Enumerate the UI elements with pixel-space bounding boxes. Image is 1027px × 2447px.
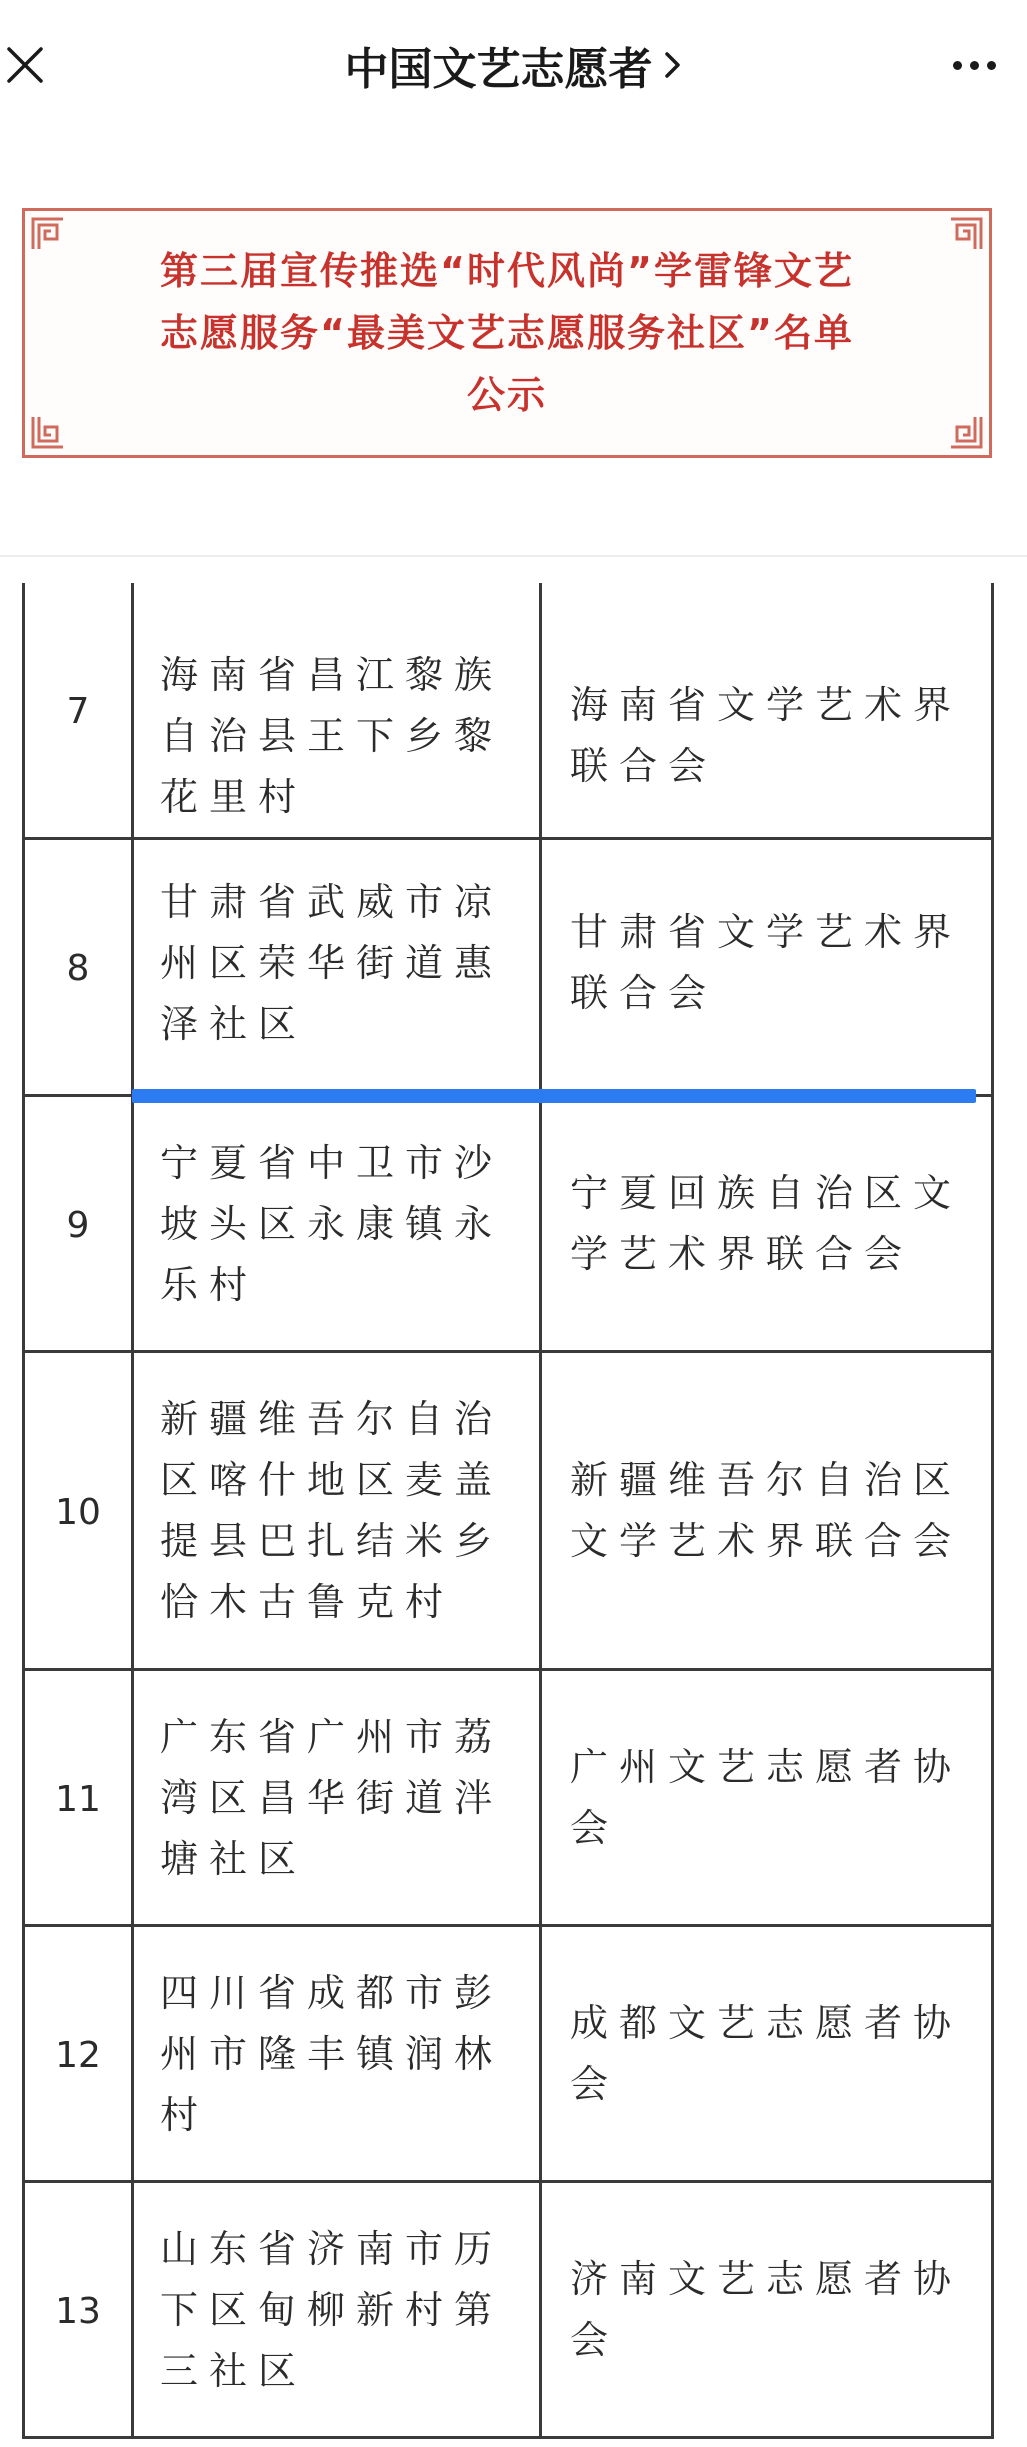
community-name: 甘肃省武威市凉州区荣华街道惠泽社区 [160,880,504,1046]
recommending-org: 济南文艺志愿者协会 [570,2257,963,2362]
banner-title [25,211,989,455]
chevron-right-icon [663,50,683,80]
row-number: 10 [22,1353,134,1671]
table-row [22,1353,994,1671]
recommending-org: 广州文艺志愿者协会 [570,1745,963,1850]
community-name: 海南省昌江黎族自治县王下乡黎花里村 [160,653,504,819]
row-separator [22,2436,994,2439]
table-row [22,2183,994,2439]
highlight-underline [132,1089,976,1103]
recommending-org: 成都文艺志愿者协会 [570,2001,963,2106]
table-row [22,1097,994,1353]
banner-title-line: 公示 [466,373,547,417]
community-name: 宁夏省中卫市沙坡头区永康镇永乐村 [160,1141,504,1307]
section-divider [0,555,1027,557]
banner-title-line: 第三届宣传推选“时代风尚”学雷锋文艺 [160,249,854,293]
row-number: 8 [22,840,134,1097]
community-name: 四川省成都市彭州市隆丰镇润林村 [160,1971,504,2137]
recommending-org: 海南省文学艺术界联合会 [570,683,963,788]
more-icon-dot [970,61,979,70]
account-title: 中国文艺志愿者 [344,44,653,95]
more-icon-dot [953,61,962,70]
banner-title-line: 志愿服务“最美文艺志愿服务社区”名单 [160,311,854,355]
account-title-link[interactable] [345,33,683,97]
table-row [22,840,994,1097]
more-icon-dot [987,61,996,70]
community-name: 山东省济南市历下区甸柳新村第三社区 [160,2227,504,2393]
table-row [22,1927,994,2183]
row-number: 11 [22,1671,134,1927]
row-number: 7 [22,583,134,840]
announcement-banner [22,208,992,458]
community-name: 新疆维吾尔自治区喀什地区麦盖提县巴扎结米乡恰木古鲁克村 [160,1397,504,1624]
row-number: 9 [22,1097,134,1353]
close-button[interactable] [0,30,50,100]
table-row [22,1671,994,1927]
row-number: 13 [22,2183,134,2439]
close-icon [5,45,45,85]
recommending-org: 宁夏回族自治区文学艺术界联合会 [570,1171,963,1276]
recommending-org: 新疆维吾尔自治区文学艺术界联合会 [570,1458,963,1563]
community-name: 广东省广州市荔湾区昌华街道泮塘社区 [160,1715,504,1881]
top-nav-bar [0,0,1027,130]
recommending-org: 甘肃省文学艺术界联合会 [570,910,963,1015]
more-options-button[interactable] [939,40,1009,90]
row-number: 12 [22,1927,134,2183]
table-row [22,583,994,840]
